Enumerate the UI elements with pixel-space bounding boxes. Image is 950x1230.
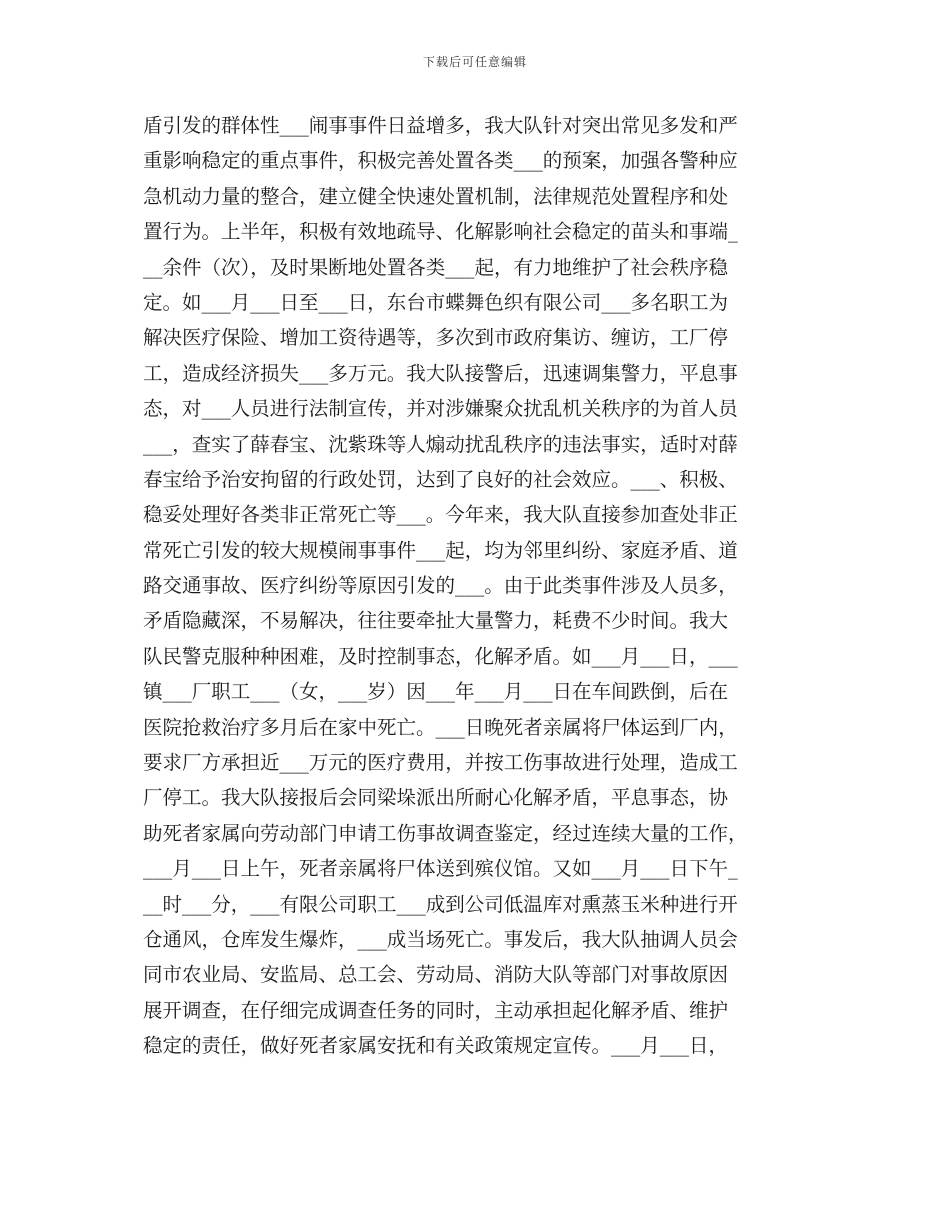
text-line: 工，造成经济损失___多万元。我大队接警后，迅速调集警力，平息事 (143, 361, 738, 385)
text-line: ___，查实了薛春宝、沈紫珠等人煽动扰乱秩序的违法事实，适时对薛 (143, 432, 738, 456)
text-line: 稳定的责任，做好死者家属安抚和有关政策规定宣传。___月___日， (143, 1034, 729, 1058)
text-line: 队民警克服种种困难，及时控制事态，化解矛盾。如___月___日，___ (143, 644, 738, 668)
text-line: 同市农业局、安监局、总工会、劳动局、消防大队等部门对事故原因 (143, 963, 729, 987)
text-line: 展开调查，在仔细完成调查任务的同时，主动承担起化解矛盾、维护 (143, 998, 729, 1022)
text-line: 厂停工。我大队接报后会同梁垛派出所耐心化解矛盾，平息事态，协 (143, 786, 729, 810)
text-line: 急机动力量的整合，建立健全快速处置机制，法律规范处置程序和处 (143, 184, 729, 208)
text-line: 医院抢救治疗多月后在家中死亡。___日晚死者亲属将尸体运到厂内， (143, 715, 738, 739)
text-line: 重影响稳定的重点事件，积极完善处置各类___的预案，加强各警种应 (143, 149, 738, 173)
text-line: 解决医疗保险、增加工资待遇等，多次到市政府集访、缠访，工厂停 (143, 326, 729, 350)
text-line: 助死者家属向劳动部门申请工伤事故调查鉴定，经过连续大量的工作， (143, 821, 748, 845)
text-line: 春宝给予治安拘留的行政处罚，达到了良好的社会效应。___、积极、 (143, 467, 738, 491)
text-line: __时___分，___有限公司职工___成到公司低温库对熏蒸玉米种进行开 (143, 892, 738, 916)
text-line: 态，对___人员进行法制宣传，并对涉嫌聚众扰乱机关秩序的为首人员 (143, 397, 738, 421)
text-line: 仓通风，仓库发生爆炸，___成当场死亡。事发后，我大队抽调人员会 (143, 927, 738, 951)
document-body (143, 108, 813, 1064)
text-line: ___月___日上午，死者亲属将尸体送到殡仪馆。又如___月___日下午_ (143, 857, 738, 881)
page-header: 下载后可任意编辑 (422, 55, 527, 69)
text-line: 盾引发的群体性___闹事事件日益增多，我大队针对突出常见多发和严 (143, 114, 738, 137)
text-line: __余件（次），及时果断地处置各类___起，有力地维护了社会秩序稳 (143, 255, 729, 279)
text-line: 矛盾隐藏深，不易解决，往往要牵扯大量警力，耗费不少时间。我大 (143, 609, 729, 633)
text-line: 定。如___月___日至___日，东台市蝶舞色织有限公司___多名职工为 (143, 290, 729, 314)
text-line: 路交通事故、医疗纠纷等原因引发的___。由于此类事件涉及人员多， (143, 574, 738, 598)
text-line: 稳妥处理好各类非正常死亡等___。今年来，我大队直接参加查处非正 (143, 503, 738, 527)
text-line: 常死亡引发的较大规模闹事事件___起，均为邻里纠纷、家庭矛盾、道 (143, 538, 738, 562)
text-line: 要求厂方承担近___万元的医疗费用，并按工伤事故进行处理，造成工 (143, 751, 738, 775)
text-line: 镇___厂职工___（女，___岁）因___年___月___日在车间跌倒，后在 (143, 680, 729, 704)
text-line: 置行为。上半年，积极有效地疏导、化解影响社会稳定的苗头和事端_ (143, 220, 738, 244)
